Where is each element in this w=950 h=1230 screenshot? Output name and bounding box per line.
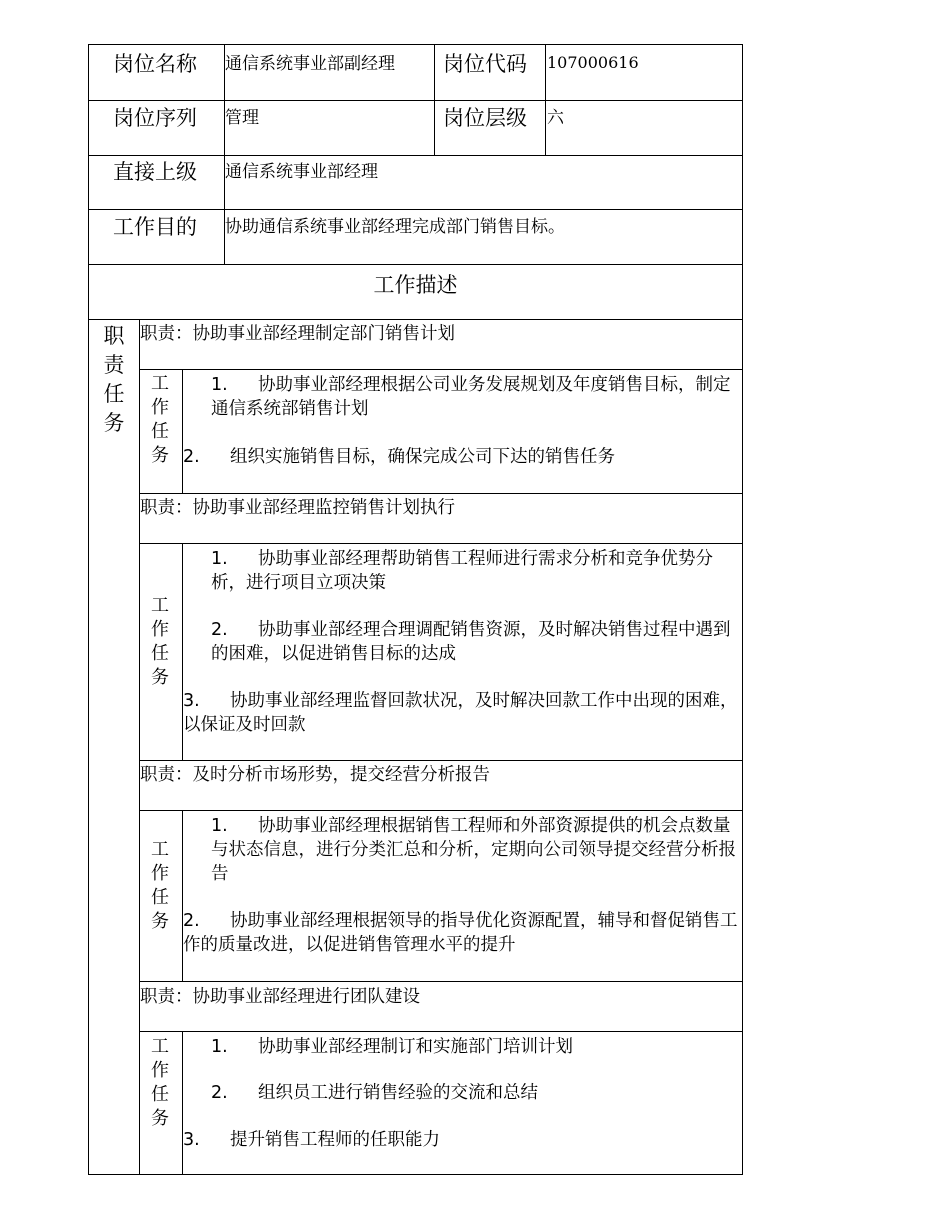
duty-side-char: 任: [103, 382, 125, 406]
duty-title: 职责：协助事业部经理监控销售计划执行: [140, 498, 455, 518]
task-number: 3.: [183, 691, 200, 711]
task-number: 2.: [183, 911, 200, 931]
task-number: 2.: [211, 620, 228, 640]
task-number: 2.: [183, 447, 200, 467]
task-side-char: 任: [151, 643, 169, 664]
task-side-char: 工: [151, 1036, 169, 1057]
task-item: [211, 618, 736, 666]
post-level-value: 六: [547, 108, 564, 128]
task-item: [211, 547, 736, 595]
task-side-char: 任: [151, 887, 169, 908]
task-number: 1.: [211, 549, 228, 569]
task-text: 提升销售工程师的任职能力: [230, 1130, 440, 1150]
task-text: 组织员工进行销售经验的交流和总结: [258, 1083, 538, 1103]
task-item: [211, 814, 736, 886]
post-name-value: 通信系统事业部副经理: [225, 54, 395, 74]
task-number: 3.: [183, 1130, 200, 1150]
task-side-char: 任: [151, 421, 169, 442]
task-item: [211, 1081, 736, 1105]
task-text: 协助事业部经理根据领导的指导优化资源配置，辅导和督促销售工作的质量改进，以促进销售管理水平的提升: [183, 911, 738, 955]
purpose-label: 工作目的: [113, 215, 197, 239]
task-number: 1.: [211, 816, 228, 836]
task-side-label: [148, 1035, 172, 1131]
post-code-value: 107000616: [547, 53, 639, 72]
post-name-label: 岗位名称: [113, 52, 197, 76]
task-number: 2.: [211, 1083, 228, 1103]
task-item: [211, 1035, 736, 1059]
task-text: 组织实施销售目标，确保完成公司下达的销售任务: [230, 447, 615, 467]
task-item: [183, 1128, 738, 1152]
duty-title: 职责：协助事业部经理进行团队建设: [140, 987, 420, 1007]
task-text: 协助事业部经理监督回款状况，及时解决回款工作中出现的困难，以保证及时回款: [183, 691, 738, 735]
task-side-char: 工: [151, 595, 169, 616]
duty-title: 职责：协助事业部经理制定部门销售计划: [140, 324, 455, 344]
task-side-label: [148, 594, 172, 690]
task-side-char: 工: [151, 373, 169, 394]
task-item: [183, 909, 738, 957]
superior-value: 通信系统事业部经理: [225, 162, 378, 182]
task-number: 1.: [211, 1037, 228, 1057]
task-text: 协助事业部经理根据公司业务发展规划及年度销售目标，制定通信系统部销售计划: [211, 375, 731, 419]
task-side-char: 作: [151, 397, 169, 418]
task-side-char: 务: [151, 911, 169, 932]
task-side-char: 务: [151, 667, 169, 688]
task-side-label: [148, 838, 172, 934]
post-series-value: 管理: [225, 108, 259, 128]
task-side-label: [148, 372, 172, 468]
task-text: 协助事业部经理根据销售工程师和外部资源提供的机会点数量与状态信息，进行分类汇总和分析，定期向公司领导提交经营分析报告: [211, 816, 736, 884]
task-item: [183, 445, 738, 469]
task-text: 协助事业部经理制订和实施部门培训计划: [258, 1037, 573, 1057]
purpose-value: 协助通信系统事业部经理完成部门销售目标。: [225, 217, 565, 237]
duty-side-char: 职: [103, 324, 125, 348]
post-code-label: 岗位代码: [443, 52, 527, 76]
duty-side-char: 务: [103, 411, 125, 435]
duty-side-char: 责: [103, 353, 125, 377]
task-text: 协助事业部经理帮助销售工程师进行需求分析和竞争优势分析，进行项目立项决策: [211, 549, 713, 593]
task-item: [183, 689, 738, 737]
task-side-char: 作: [151, 863, 169, 884]
task-number: 1.: [211, 375, 228, 395]
superior-label: 直接上级: [113, 160, 197, 184]
task-item: [211, 373, 736, 421]
task-text: 协助事业部经理合理调配销售资源，及时解决销售过程中遇到的困难，以促进销售目标的达成: [211, 620, 731, 664]
duty-title: 职责：及时分析市场形势，提交经营分析报告: [140, 765, 490, 785]
description-title: 工作描述: [373, 273, 458, 297]
post-series-label: 岗位序列: [113, 106, 197, 130]
task-side-char: 作: [151, 1060, 169, 1081]
duty-side-label: [100, 322, 128, 438]
task-side-char: 作: [151, 619, 169, 640]
task-side-char: 务: [151, 445, 169, 466]
task-side-char: 务: [151, 1108, 169, 1129]
task-side-char: 工: [151, 839, 169, 860]
task-side-char: 任: [151, 1084, 169, 1105]
post-level-label: 岗位层级: [443, 106, 527, 130]
